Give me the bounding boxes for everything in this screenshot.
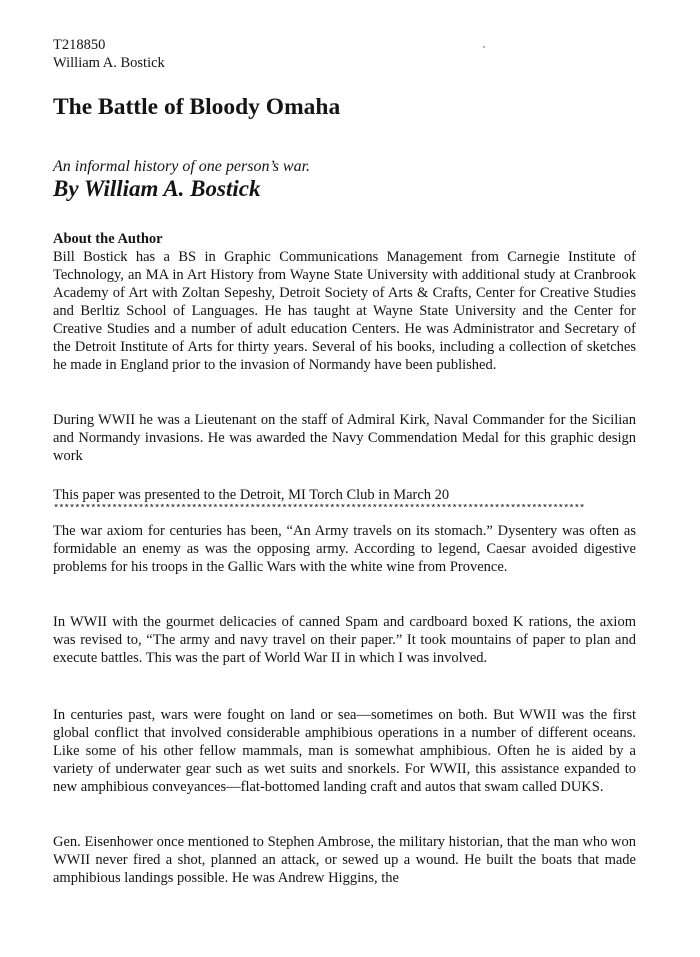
body-paragraph: The war axiom for centuries has been, “An Army travels on its stomach.” Dysentery was often as formidable an enemy as was the opposing army. According to legend, Caesar avoided digestive problems for his troops in the Gallic Wars with the white wine from Provence. bbox=[53, 523, 636, 575]
page-title: The Battle of Bloody Omaha bbox=[53, 94, 341, 120]
separator-line: **************************************************************************************************** bbox=[53, 504, 585, 515]
header-author: William A. Bostick bbox=[53, 55, 165, 71]
about-paragraph: Bill Bostick has a BS in Graphic Communications Management from Carnegie Institute of Technology, an MA in Art History from Wayne State University with additional study at Cranbrook Academy of Art with Zoltan Sepeshy, Detroit Society of Arts & Crafts, Center for Creative Studies and Berltiz School of Languages. He has taught at Wayne State University and the Center for Creative Studies and a number of adult education Centers. He was Administrator and Secretary of the Detroit Institute of Arts for thirty years. Several of his books, including a collection of sketches he made in England prior to the invasion of Normandy have been published. bbox=[53, 249, 636, 373]
body-paragraph: Gen. Eisenhower once mentioned to Stephen Ambrose, the military historian, that the man who won WWII never fired a shot, planned an attack, or sewed up a wound. He built the boats that made amphibious landings possible. He was Andrew Higgins, the bbox=[53, 834, 636, 886]
about-heading: About the Author bbox=[53, 231, 163, 247]
body-paragraph: In WWII with the gourmet delicacies of canned Spam and cardboard boxed K rations, the axiom was revised to, “The army and navy travel on their paper.” It took mountains of paper to plan and execute battles. This was the part of World War II in which I was involved. bbox=[53, 614, 636, 666]
service-paragraph: During WWII he was a Lieutenant on the staff of Admiral Kirk, Naval Commander for the Sicilian and Normandy invasions. He was awarded the Navy Commendation Medal for this graphic design work bbox=[53, 412, 636, 464]
scan-speck bbox=[483, 46, 485, 48]
byline: By William A. Bostick bbox=[53, 176, 261, 201]
presented-note: This paper was presented to the Detroit, MI Torch Club in March 20 bbox=[53, 487, 450, 503]
body-paragraph: In centuries past, wars were fought on land or sea—sometimes on both. But WWII was the first global conflict that involved considerable amphibious operations in a number of different oceans. Like some of his other fellow mammals, man is somewhat amphibious. Often he is aided by a variety of underwater gear such as wet suits and snorkels. For WWII, this assistance expanded to new amphibious conveyances—flat-bottomed landing craft and autos that swam called DUKS. bbox=[53, 707, 636, 795]
document-id: T218850 bbox=[53, 37, 106, 53]
subtitle: An informal history of one person’s war. bbox=[53, 158, 311, 175]
document-header bbox=[53, 36, 165, 72]
